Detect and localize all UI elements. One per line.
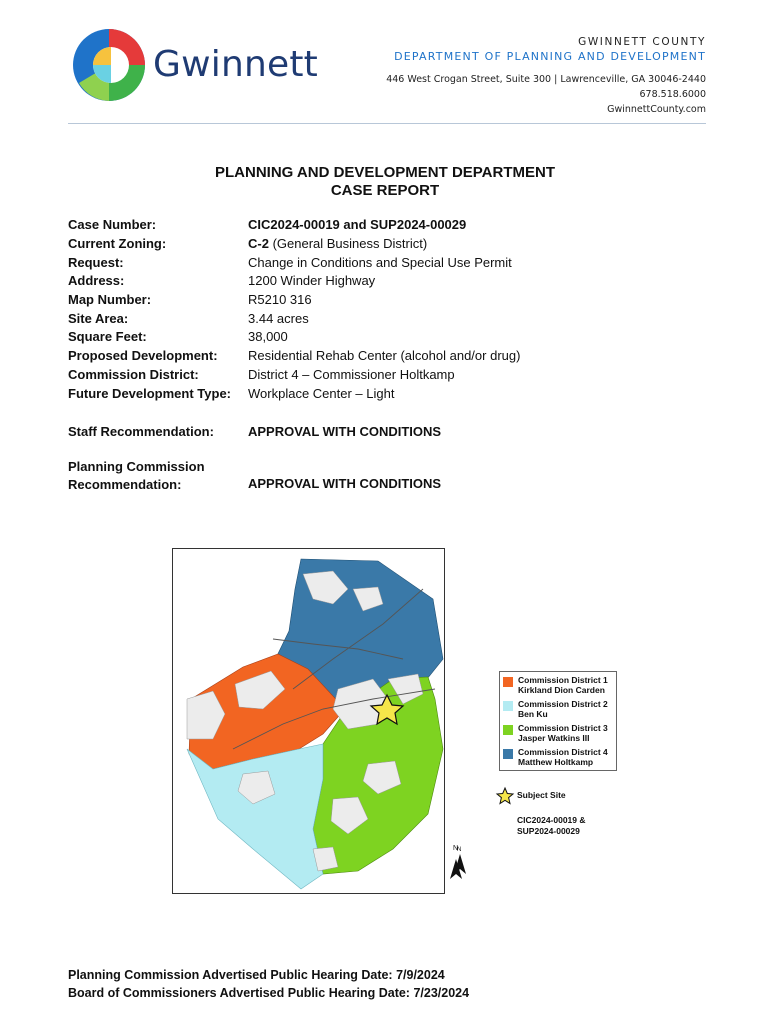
commission-district-label: Commission District: <box>68 367 199 382</box>
title-line-1: PLANNING AND DEVELOPMENT DEPARTMENT <box>214 164 555 181</box>
zoning-description: (General Business District) <box>268 236 428 251</box>
planning-commission-value: APPROVAL WITH CONDITIONS <box>248 476 442 491</box>
case-number-value: CIC2024-00019 and SUP2024-00029 <box>248 217 467 232</box>
address-value: 1200 Winder Highway <box>248 273 376 288</box>
legend-line-1: Commission District 1 <box>518 675 608 685</box>
zoning-code: C-2 <box>248 236 269 251</box>
org-address <box>386 72 706 117</box>
title-line-2: CASE REPORT <box>330 182 440 199</box>
hearing-dates <box>68 966 469 1002</box>
gwinnett-logo-icon <box>71 27 147 103</box>
commission-district-value: District 4 – Commissioner Holtkamp <box>248 367 455 382</box>
board-hearing-date: Board of Commissioners Advertised Public Hearing Date: 7/23/2024 <box>68 986 470 1000</box>
case-number-label: Case Number: <box>68 217 157 232</box>
north-label: N <box>453 845 459 852</box>
county-map-graphic <box>173 549 444 893</box>
org-block <box>386 36 706 117</box>
map-number-label: Map Number: <box>68 292 152 307</box>
current-zoning-label: Current Zoning: <box>68 236 167 251</box>
square-feet-label: Square Feet: <box>68 329 147 344</box>
square-feet-value: 38,000 <box>248 329 288 344</box>
map-legend <box>499 671 617 771</box>
legend-line-1: Commission District 4 <box>518 747 608 757</box>
website: GwinnettCounty.com <box>607 104 706 115</box>
district-2-region <box>187 744 323 889</box>
logo-wordmark: Gwinnett <box>153 44 318 85</box>
map-case-id-1: CIC2024-00019 & <box>517 815 586 825</box>
request-label: Request: <box>68 255 124 270</box>
legend-line-1: Commission District 2 <box>518 699 608 709</box>
legend-swatch <box>503 725 513 735</box>
department-name: DEPARTMENT OF PLANNING AND DEVELOPMENT <box>394 50 706 63</box>
map-case-id-2: SUP2024-00029 <box>517 826 580 836</box>
legend-line-2: Jasper Watkins III <box>518 733 590 743</box>
request-value: Change in Conditions and Special Use Permit <box>248 255 512 270</box>
subject-site-legend-icon <box>496 787 514 805</box>
legend-line-1: Commission District 3 <box>518 723 608 733</box>
current-zoning-value <box>248 236 427 251</box>
map-case-ids <box>517 815 586 837</box>
legend-swatch <box>503 749 513 759</box>
planning-commission-label <box>68 458 205 494</box>
street-address: 446 West Crogan Street, Suite 300 | Lawrenceville, GA 30046-2440 <box>386 74 706 85</box>
legend-line-2: Kirkland Dion Carden <box>518 685 605 695</box>
planning-label-line-2: Recommendation: <box>68 477 182 492</box>
staff-recommendation-label: Staff Recommendation: <box>68 424 214 439</box>
legend-line-2: Ben Ku <box>518 709 548 719</box>
phone-number: 678.518.6000 <box>639 89 706 100</box>
proposed-development-value: Residential Rehab Center (alcohol and/or drug) <box>248 348 521 363</box>
compass-north-label: N <box>457 847 462 853</box>
site-area-value: 3.44 acres <box>248 311 309 326</box>
address-label: Address: <box>68 273 125 288</box>
district-map <box>172 548 459 894</box>
proposed-development-label: Proposed Development: <box>68 348 218 363</box>
subject-site-label: Subject Site <box>517 790 566 800</box>
header-divider <box>68 123 706 124</box>
page-title <box>0 164 770 200</box>
planning-label-line-1: Planning Commission <box>68 459 205 474</box>
future-development-type-label: Future Development Type: <box>68 386 232 401</box>
legend-swatch <box>503 701 513 711</box>
legend-line-2: Matthew Holtkamp <box>518 757 594 767</box>
site-area-label: Site Area: <box>68 311 129 326</box>
legend-swatch <box>503 677 513 687</box>
future-development-type-value: Workplace Center – Light <box>248 386 395 401</box>
staff-recommendation-value: APPROVAL WITH CONDITIONS <box>248 424 442 439</box>
map-number-value: R5210 316 <box>248 292 312 307</box>
county-name: GWINNETT COUNTY <box>578 36 706 48</box>
planning-hearing-date: Planning Commission Advertised Public Hearing Date: 7/9/2024 <box>68 968 445 982</box>
